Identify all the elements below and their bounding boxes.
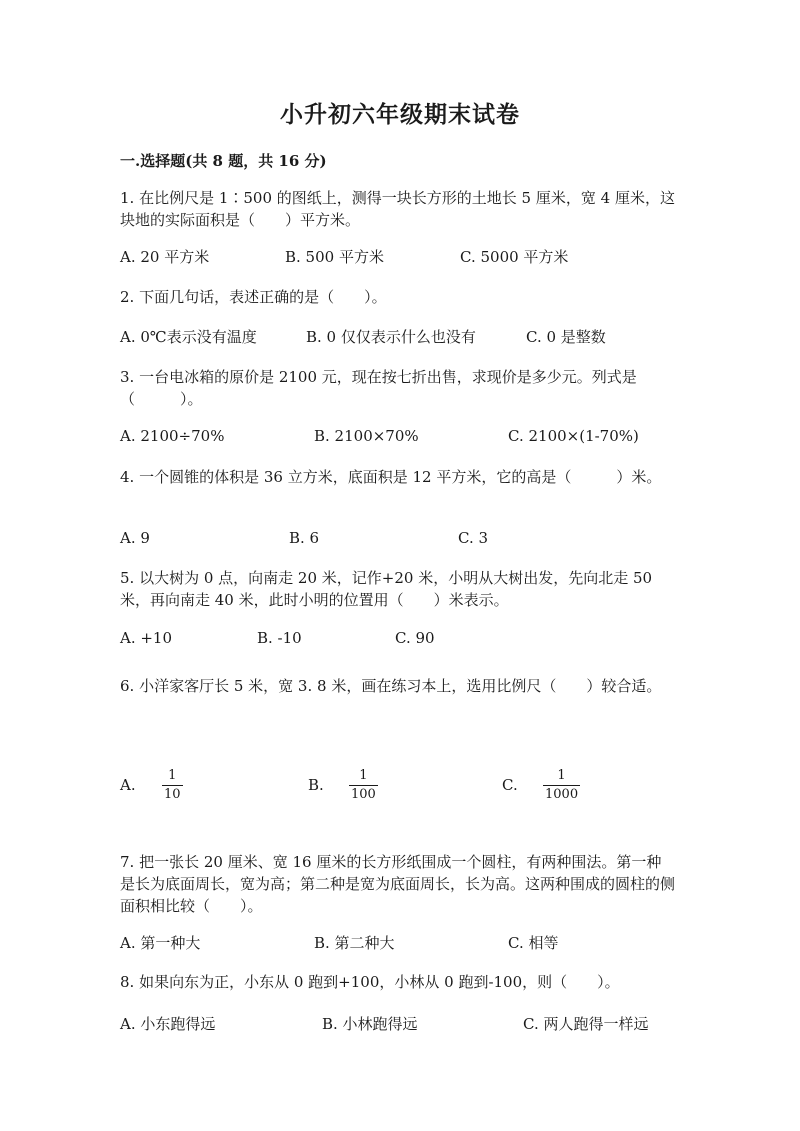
fraction-numerator: 1 <box>359 768 368 783</box>
option-6b-fraction[interactable] <box>349 768 378 803</box>
option-1a[interactable]: A. 20 平方米 <box>120 248 210 266</box>
option-2b[interactable]: B. 0 仅仅表示什么也没有 <box>306 328 476 346</box>
fraction-denominator: 100 <box>351 787 376 802</box>
question-7: 7. 把一张长 20 厘米、宽 16 厘米的长方形纸围成一个圆柱，有两种围法。第一种是长为底面周长，宽为高；第二种是宽为底面周长，长为高。这两种围成的圆柱的侧面积相比较（ ）。 <box>120 853 676 915</box>
option-6b-label[interactable]: B. <box>308 776 324 794</box>
option-1c[interactable]: C. 5000 平方米 <box>460 248 569 266</box>
question-5: 5. 以大树为 0 点，向南走 20 米，记作+20 米，小明从大树出发，先向北走 50 米，再向南走 40 米，此时小明的位置用（ ）米表示。 <box>120 569 653 609</box>
fraction-numerator: 1 <box>168 768 177 783</box>
fraction-bar <box>543 785 580 786</box>
question-8: 8. 如果向东为正，小东从 0 跑到+100，小林从 0 跑到-100，则（ ）。 <box>120 973 620 991</box>
options-2 <box>120 326 680 348</box>
fraction-numerator: 1 <box>557 768 566 783</box>
fraction-bar <box>349 785 378 786</box>
option-5b[interactable]: B. -10 <box>257 629 302 647</box>
question-1: 1. 在比例尺是 1∶500 的图纸上，测得一块长方形的土地长 5 厘米，宽 4 厘米，这块地的实际面积是（ ）平方米。 <box>120 189 675 229</box>
option-7b[interactable]: B. 第二种大 <box>314 934 395 952</box>
question-3: 3. 一台电冰箱的原价是 2100 元，现在按七折出售，求现价是多少元。列式是（ ）。 <box>120 368 637 408</box>
options-7 <box>120 932 680 954</box>
option-3b[interactable]: B. 2100×70% <box>314 427 419 445</box>
question-4: 4. 一个圆锥的体积是 36 立方米，底面积是 12 平方米，它的高是（ ）米。 <box>120 468 662 486</box>
question-6: 6. 小洋家客厅长 5 米，宽 3. 8 米，画在练习本上，选用比例尺（ ）较合适。 <box>120 677 662 695</box>
option-3c[interactable]: C. 2100×(1-70%) <box>508 427 639 445</box>
options-8 <box>120 1013 680 1035</box>
option-4c[interactable]: C. 3 <box>458 529 489 547</box>
option-5c[interactable]: C. 90 <box>395 629 435 647</box>
option-6c-label[interactable]: C. <box>502 776 518 794</box>
option-7a[interactable]: A. 第一种大 <box>120 934 201 952</box>
exam-title: 小升初六年级期末试卷 <box>280 101 520 128</box>
options-5 <box>120 627 680 649</box>
options-3 <box>120 425 680 447</box>
option-4a[interactable]: A. 9 <box>120 529 150 547</box>
option-7c[interactable]: C. 相等 <box>508 934 559 952</box>
section-heading: 一.选择题(共 8 题，共 16 分) <box>120 152 327 170</box>
option-2c[interactable]: C. 0 是整数 <box>526 328 606 346</box>
fraction-denominator: 1000 <box>545 787 579 802</box>
option-6a-fraction[interactable] <box>162 768 183 803</box>
options-6 <box>120 768 680 808</box>
options-4 <box>120 527 680 549</box>
option-2a[interactable]: A. 0℃表示没有温度 <box>120 328 257 346</box>
option-6a-label[interactable]: A. <box>120 776 136 794</box>
option-5a[interactable]: A. +10 <box>120 629 173 647</box>
fraction-bar <box>162 785 183 786</box>
option-6c-fraction[interactable] <box>543 768 580 803</box>
option-4b[interactable]: B. 6 <box>289 529 320 547</box>
option-1b[interactable]: B. 500 平方米 <box>285 248 384 266</box>
question-2: 2. 下面几句话，表述正确的是（ ）。 <box>120 288 387 306</box>
option-8c[interactable]: C. 两人跑得一样远 <box>523 1015 649 1033</box>
option-3a[interactable]: A. 2100÷70% <box>120 427 225 445</box>
option-8b[interactable]: B. 小林跑得远 <box>322 1015 418 1033</box>
fraction-denominator: 10 <box>164 787 181 802</box>
options-1 <box>120 246 680 268</box>
option-8a[interactable]: A. 小东跑得远 <box>120 1015 216 1033</box>
